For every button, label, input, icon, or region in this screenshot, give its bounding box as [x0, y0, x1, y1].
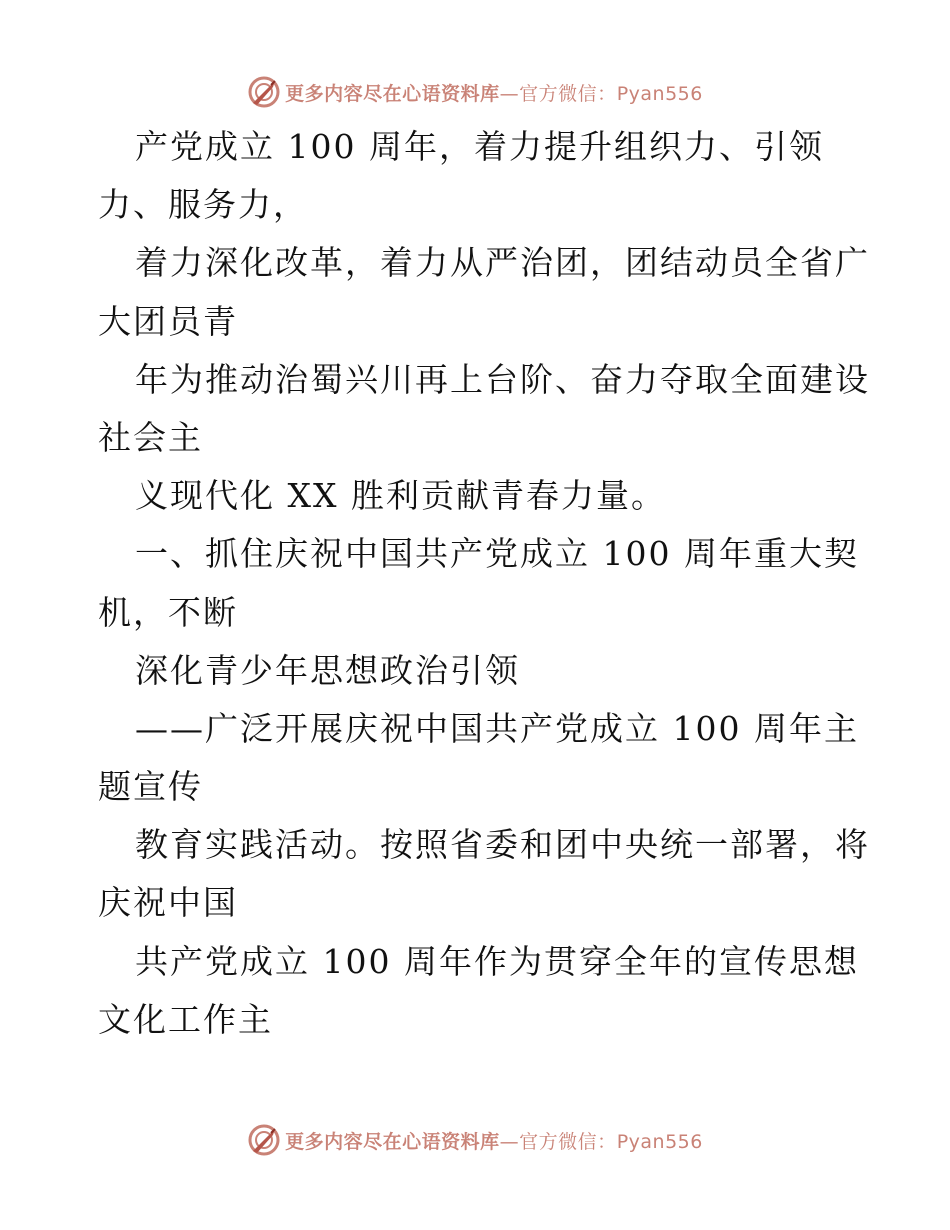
text-line: 深化青少年思想政治引领 [135, 650, 520, 690]
pen-logo-icon [247, 1123, 281, 1157]
text-line: 大团员青 [98, 301, 238, 341]
text-line: 文化工作主 [98, 999, 273, 1039]
footer-watermark [0, 1120, 950, 1160]
text-line: 义现代化 XX 胜利贡献青春力量。 [135, 476, 666, 516]
watermark-text: 更多内容尽在心语资料库—官方微信：Pyan556 [285, 82, 703, 105]
text-line: 题宣传 [98, 767, 203, 807]
text-line: 庆祝中国 [98, 883, 238, 923]
document-body [98, 118, 870, 1049]
text-line: ——广泛开展庆祝中国共产党成立 100 周年主 [135, 708, 859, 748]
text-line: 年为推动治蜀兴川再上台阶、奋力夺取全面建设 [135, 359, 870, 399]
pen-logo-icon [247, 75, 281, 109]
text-line: 一、抓住庆祝中国共产党成立 100 周年重大契 [135, 534, 859, 574]
header-watermark [0, 72, 950, 112]
watermark-text: 更多内容尽在心语资料库—官方微信：Pyan556 [285, 1130, 703, 1153]
text-line: 教育实践活动。按照省委和团中央统一部署，将 [135, 825, 870, 865]
text-line: 力、服务力， [98, 185, 308, 225]
text-line: 社会主 [98, 417, 203, 457]
text-line: 着力深化改革，着力从严治团，团结动员全省广 [135, 243, 870, 283]
text-line: 产党成立 100 周年，着力提升组织力、引领 [135, 127, 824, 166]
text-line: 共产党成立 100 周年作为贯穿全年的宣传思想 [135, 941, 859, 981]
text-line: 机，不断 [98, 592, 238, 632]
